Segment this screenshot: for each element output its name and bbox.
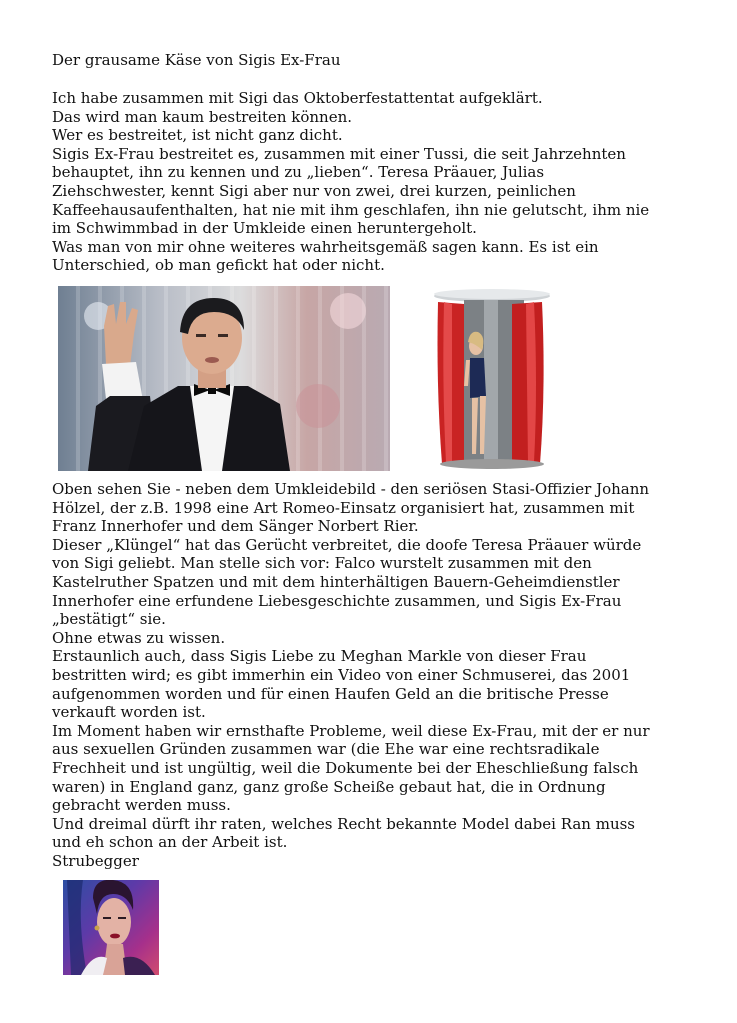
text-line: Das wird man kaum bestreiten können. <box>52 107 353 126</box>
text-line: verkauft worden ist. <box>52 703 206 722</box>
text-line: Im Moment haben wir ernsthafte Probleme, weil diese Ex-Frau, mit der er nur <box>52 721 650 740</box>
changing-booth-photo <box>430 286 555 471</box>
text-line: behauptet, ihn zu kennen und zu „lieben“. Teresa Präauer, Julias <box>52 163 545 182</box>
text-line: Ziehschwester, kennt Sigi aber nur von zwei, drei kurzen, peinlichen <box>52 181 576 200</box>
text-line: im Schwimmbad in der Umkleide einen heruntergeholt. <box>52 219 477 238</box>
document-title: Der grausame Käse von Sigis Ex-Frau <box>52 51 341 69</box>
text-line: Kaffeehausaufenthalten, hat nie mit ihm geschlafen, ihn nie gelutscht, ihm nie <box>52 200 650 219</box>
text-line: und eh schon an der Arbeit ist. <box>52 833 288 852</box>
paragraph-1 <box>52 89 712 275</box>
text-line: waren) in England ganz, ganz große Scheiße gebaut hat, die in Ordnung <box>52 777 606 796</box>
text-line: Innerhofer eine erfundene Liebesgeschichte zusammen, und Sigis Ex-Frau <box>52 591 622 610</box>
tuxedo-singer-photo <box>58 286 390 471</box>
text-line: Erstaunlich auch, dass Sigis Liebe zu Meghan Markle von dieser Frau <box>52 647 587 666</box>
text-line: Was man von mir ohne weiteres wahrheitsgemäß sagen kann. Es ist ein <box>52 237 599 256</box>
model-portrait-photo <box>63 880 159 975</box>
text-line: Sigis Ex-Frau bestreitet es, zusammen mit einer Tussi, die seit Jahrzehnten <box>52 144 626 163</box>
text-line: Wer es bestreitet, ist nicht ganz dicht. <box>52 126 343 145</box>
text-line: Franz Innerhofer und dem Sänger Norbert Rier. <box>52 517 419 536</box>
text-line: „bestätigt“ sie. <box>52 610 166 629</box>
signature: Strubegger <box>52 852 139 870</box>
text-line: bestritten wird; es gibt immerhin ein Video von einer Schmuserei, das 2001 <box>52 665 631 684</box>
text-line: Kastelruther Spatzen und mit dem hinterhältigen Bauern-Geheimdienstler <box>52 572 620 591</box>
text-line: Hölzel, der z.B. 1998 eine Art Romeo-Einsatz organisiert hat, zusammen mit <box>52 498 635 517</box>
text-line: aus sexuellen Gründen zusammen war (die Ehe war eine rechtsradikale <box>52 740 600 759</box>
text-line: Frechheit und ist ungültig, weil die Dokumente bei der Eheschließung falsch <box>52 758 639 777</box>
text-line: gebracht werden muss. <box>52 796 231 815</box>
text-line: von Sigi geliebt. Man stelle sich vor: Falco wurstelt zusammen mit den <box>52 554 592 573</box>
paragraph-2 <box>52 480 712 852</box>
text-line: Ich habe zusammen mit Sigi das Oktoberfestattentat aufgeklärt. <box>52 89 543 107</box>
text-line: Dieser „Klüngel“ hat das Gerücht verbreitet, die doofe Teresa Präauer würde <box>52 535 642 554</box>
text-line: Und dreimal dürft ihr raten, welches Recht bekannte Model dabei Ran muss <box>52 814 636 833</box>
text-line: Unterschied, ob man gefickt hat oder nicht. <box>52 256 385 275</box>
text-line: aufgenommen worden und für einen Haufen Geld an die britische Presse <box>52 684 609 703</box>
text-line: Oben sehen Sie - neben dem Umkleidebild - den seriösen Stasi-Offizier Johann <box>52 480 650 498</box>
text-line: Ohne etwas zu wissen. <box>52 628 226 647</box>
